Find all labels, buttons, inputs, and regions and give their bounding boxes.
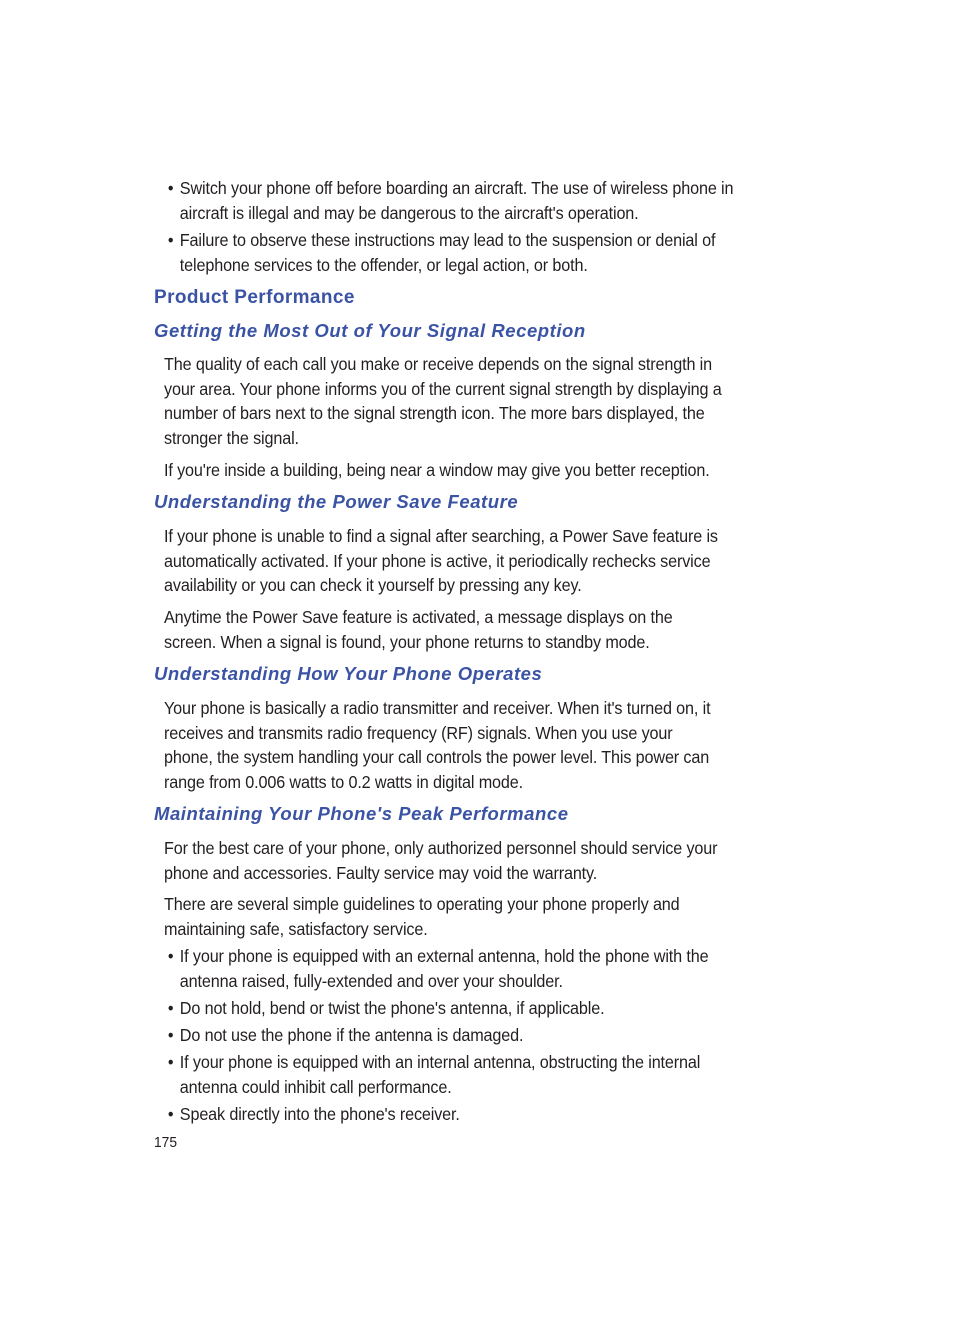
bullet-failure: • Failure to observe these instructions may lead to the suspension or denial of telephone services to the offender, or legal action, or both.	[167, 230, 716, 275]
page-number: 175	[154, 1134, 178, 1151]
paragraph-radio-transmitter: Your phone is basically a radio transmitter and receiver. When it's turned on, it receives and transmits radio frequency (RF) signals. When you use your phone, the system handling your call controls the power level. This power can range from 0.006 watts to 0.2 watts in digital mode.	[164, 698, 711, 792]
bullet-dot: •	[167, 178, 174, 198]
heading-signal-reception: Getting the Most Out of Your Signal Reception	[154, 320, 586, 341]
bullet-internal-antenna: • If your phone is equipped with an internal antenna, obstructing the internal antenna could inhibit call performance.	[167, 1052, 701, 1097]
paragraph-authorized-service: For the best care of your phone, only authorized personnel should service your phone and accessories. Faulty service may void the warranty.	[164, 838, 718, 883]
section-title: Product Performance	[154, 287, 355, 308]
bullet-dot: •	[167, 1104, 174, 1124]
bullet-dot: •	[167, 1052, 174, 1072]
bullet-aircraft: • Switch your phone off before boarding an aircraft. The use of wireless phone in aircraft is illegal and may be dangerous to the aircraft's operation.	[167, 178, 734, 223]
heading-peak-performance: Maintaining Your Phone's Peak Performance	[154, 803, 569, 824]
bullet-antenna-damaged: • Do not use the phone if the antenna is damaged.	[166, 1023, 741, 1048]
bullet-speak-directly: • Speak directly into the phone's receiver.	[166, 1102, 741, 1127]
bullet-dot: •	[167, 1025, 174, 1045]
heading-phone-operates: Understanding How Your Phone Operates	[154, 663, 543, 684]
paragraph-power-save-activation: If your phone is unable to find a signal after searching, a Power Save feature is automatically activated. If your phone is active, it periodically rechecks service availability or you can check it yourself by pressing any key.	[164, 526, 718, 596]
paragraph-signal-window: If you're inside a building, being near a window may give you better reception.	[164, 460, 710, 480]
bullet-dot: •	[167, 946, 174, 966]
paragraph-guidelines: There are several simple guidelines to operating your phone properly and maintaining safe, satisfactory service.	[164, 894, 680, 939]
bullet-dot: •	[167, 230, 174, 250]
bullet-do-not-bend: • Do not hold, bend or twist the phone's antenna, if applicable.	[166, 996, 741, 1021]
paragraph-power-save-message: Anytime the Power Save feature is activated, a message displays on the screen. When a signal is found, your phone returns to standby mode.	[164, 607, 673, 652]
bullet-external-antenna: • If your phone is equipped with an external antenna, hold the phone with the antenna raised, fully-extended and over your shoulder.	[167, 946, 709, 991]
heading-power-save: Understanding the Power Save Feature	[154, 491, 519, 512]
bullet-dot: •	[167, 998, 174, 1018]
paragraph-signal-quality: The quality of each call you make or receive depends on the signal strength in your area. Your phone informs you of the current signal strength by displaying a number of bars next to the signal strength icon. The more bars displayed, the stronger the signal.	[164, 354, 722, 448]
